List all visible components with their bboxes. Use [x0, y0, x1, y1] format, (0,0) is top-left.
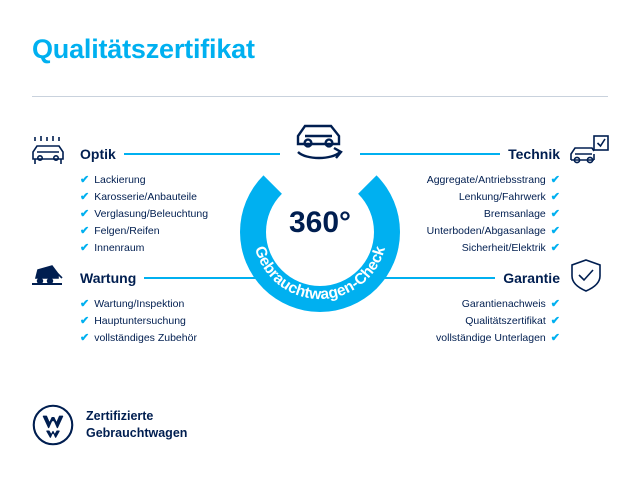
list-item: [462, 242, 560, 254]
list-item-label: Unterboden/Abgasanlage: [426, 225, 546, 237]
check-icon: ✔: [80, 241, 90, 254]
list-item: [459, 191, 560, 203]
check-icon: ✔: [80, 331, 90, 344]
footer-text: [86, 408, 187, 442]
title-divider: [32, 96, 608, 97]
footer-line-1: Zertifizierte: [86, 409, 154, 424]
car-check-icon: [568, 134, 612, 174]
section-title-technik: Technik: [508, 146, 560, 162]
list-item: [484, 208, 560, 220]
list-item-label: Lenkung/Fahrwerk: [458, 191, 546, 203]
section-title-garantie: Garantie: [503, 270, 560, 286]
check-icon: ✔: [80, 224, 90, 237]
badge-360-gebrauchtwagen-check: [222, 110, 418, 306]
list-item: [427, 225, 560, 237]
check-icon: ✔: [80, 297, 90, 310]
list-item-label: Karosserie/Anbauteile: [94, 191, 197, 203]
footer-logo-block: [32, 404, 187, 446]
car-wash-icon: [28, 134, 72, 174]
svg-text:Gebrauchtwagen-Check: Gebrauchtwagen-Check: [250, 243, 389, 304]
list-item-label: vollständige Unterlagen: [436, 332, 546, 344]
badge-arc-label: [240, 152, 400, 312]
check-icon: ✔: [80, 207, 90, 220]
list-item-label: Felgen/Reifen: [94, 225, 160, 237]
page-title: Qualitätszertifikat: [32, 34, 255, 64]
vw-logo: [32, 404, 74, 446]
check-icon: ✔: [550, 190, 560, 203]
check-icon: ✔: [550, 173, 560, 186]
badge-degrees: 360°: [288, 206, 352, 239]
section-title-wartung: Wartung: [80, 270, 137, 286]
check-icon: ✔: [80, 314, 90, 327]
footer-line-2: Gebrauchtwagen: [86, 426, 188, 440]
list-item-label: Hauptuntersuchung: [94, 315, 186, 327]
list-item-label: Innenraum: [94, 242, 145, 254]
check-icon: ✔: [80, 190, 90, 203]
list-item-label: Wartung/Inspektion: [94, 298, 185, 310]
check-icon: ✔: [550, 314, 560, 327]
shield-check-icon: [568, 258, 612, 298]
list-item: [436, 332, 560, 344]
check-icon: ✔: [550, 241, 560, 254]
list-item-label: Verglasung/Beleuchtung: [94, 208, 209, 220]
check-icon: ✔: [550, 297, 560, 310]
list-item: [80, 315, 280, 327]
list-item-label: Aggregate/Antriebsstrang: [426, 174, 546, 186]
list-item: [462, 298, 560, 310]
list-item-label: Sicherheit/Elektrik: [461, 242, 546, 254]
check-icon: ✔: [550, 331, 560, 344]
section-title-optik: Optik: [80, 146, 116, 162]
list-item-label: Lackierung: [94, 174, 146, 186]
check-icon: ✔: [550, 224, 560, 237]
check-icon: ✔: [80, 173, 90, 186]
list-item: [80, 332, 280, 344]
car-lift-icon: [28, 258, 72, 298]
list-item: [465, 315, 560, 327]
list-item-label: Garantienachweis: [461, 298, 546, 310]
list-item-label: Bremsanlage: [483, 208, 546, 220]
check-icon: ✔: [550, 207, 560, 220]
list-item: [427, 174, 560, 186]
list-item-label: vollständiges Zubehör: [94, 332, 197, 344]
list-item-label: Qualitätszertifikat: [465, 315, 546, 327]
